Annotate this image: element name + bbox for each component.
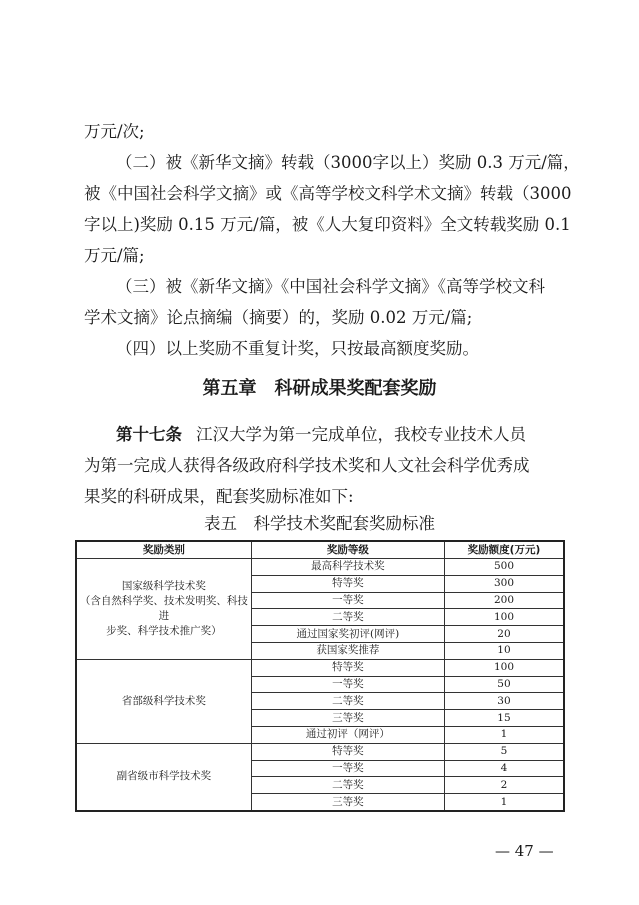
amount-cell: 4 [444,760,564,777]
level-cell: 一等奖 [251,676,444,693]
reward-table [75,540,565,812]
amount-cell: 100 [444,609,564,626]
level-cell: 通过国家奖初评(网评) [251,626,444,643]
amount-cell: 50 [444,676,564,693]
article-line-1 [116,421,526,445]
table-header-row [76,541,564,559]
amount-cell: 30 [444,693,564,710]
category-provincial: 省部级科学技术奖 [76,659,251,743]
chapter-title: 第五章 科研成果奖配套奖励 [202,378,437,399]
amount-cell: 200 [444,592,564,609]
line-7: 学术文摘》论点摘编（摘要）的，奖励 0.02 万元/篇; [84,308,473,327]
amount-cell: 10 [444,642,564,659]
level-cell: 最高科学技术奖 [251,559,444,576]
line-6: （三）被《新华文摘》《中国社会科学文摘》《高等学校文科 [116,277,545,296]
page-number: — 47 — [495,842,554,860]
amount-cell: 500 [444,559,564,576]
line-1: 万元/次; [84,122,145,141]
article-label: 第十七条 [116,425,182,444]
line-8: （四）以上奖励不重复计奖，只按最高额度奖励。 [116,339,479,358]
amount-cell: 5 [444,743,564,760]
line-2: （二）被《新华文摘》转载（3000字以上）奖励 0.3 万元/篇， [116,153,580,172]
header-level: 奖励等级 [251,541,444,559]
level-cell: 三等奖 [251,710,444,727]
article-text-1: 江汉大学为第一完成单位，我校专业技术人员 [196,425,526,444]
level-cell: 通过初评（网评） [251,726,444,743]
level-cell: 二等奖 [251,777,444,794]
category-national: 国家级科学技术奖 （含自然科学奖、技术发明奖、科技进 步奖、科学技术推广奖） [76,559,251,660]
amount-cell: 1 [444,794,564,811]
table-row [76,743,564,760]
category-subprovincial: 副省级市科学技术奖 [76,743,251,811]
amount-cell: 2 [444,777,564,794]
table-row [76,559,564,576]
table-caption: 表五 科学技术奖配套奖励标准 [204,514,435,533]
line-5: 万元/篇; [84,246,145,265]
level-cell: 三等奖 [251,794,444,811]
level-cell: 一等奖 [251,760,444,777]
amount-cell: 20 [444,626,564,643]
level-cell: 二等奖 [251,609,444,626]
article-line-2: 为第一完成人获得各级政府科学技术奖和人文社会科学优秀成 [84,456,530,475]
level-cell: 特等奖 [251,575,444,592]
amount-cell: 1 [444,726,564,743]
line-3: 被《中国社会科学文摘》或《高等学校文科学术文摘》转载（3000 [84,184,572,203]
article-line-3: 果奖的科研成果，配套奖励标准如下: [84,487,354,506]
level-cell: 一等奖 [251,592,444,609]
amount-cell: 15 [444,710,564,727]
level-cell: 获国家奖推荐 [251,642,444,659]
line-4: 字以上)奖励 0.15 万元/篇，被《人大复印资料》全文转载奖励 0.1 [84,215,571,234]
level-cell: 二等奖 [251,693,444,710]
level-cell: 特等奖 [251,659,444,676]
amount-cell: 300 [444,575,564,592]
table-row [76,659,564,676]
header-category: 奖励类别 [76,541,251,559]
header-amount: 奖励额度(万元) [444,541,564,559]
level-cell: 特等奖 [251,743,444,760]
amount-cell: 100 [444,659,564,676]
